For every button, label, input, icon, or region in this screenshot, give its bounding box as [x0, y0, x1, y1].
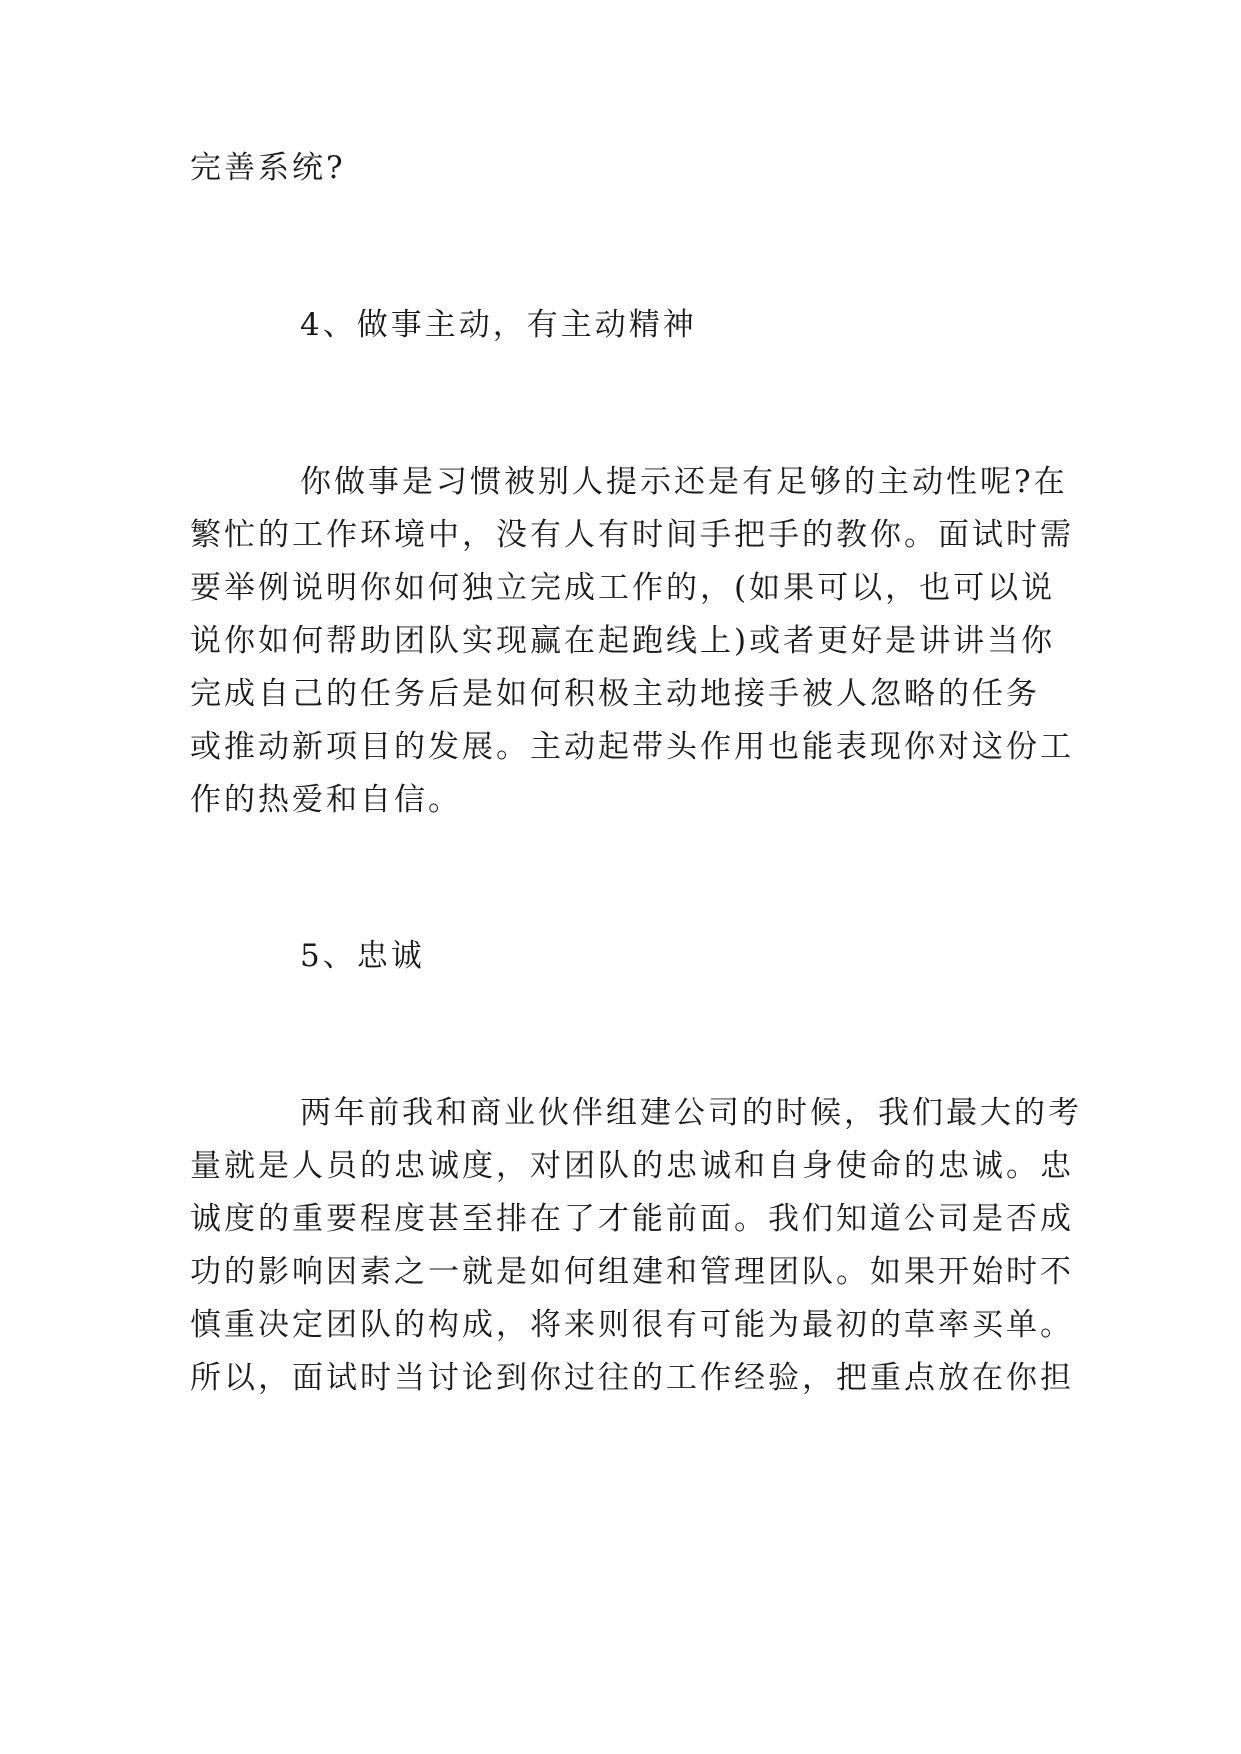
paragraph-line: 量就是人员的忠诚度，对团队的忠诚和自身使命的忠诚。忠	[190, 1148, 1074, 1184]
paragraph-line: 要举例说明你如何独立完成工作的，(如果可以，也可以说	[190, 570, 1056, 606]
paragraph-line: 慎重决定团队的构成，将来则很有可能为最初的草率买单。	[190, 1307, 1074, 1343]
paragraph-line: 诚度的重要程度甚至排在了才能前面。我们知道公司是否成	[190, 1201, 1074, 1237]
paragraph-line: 你做事是习惯被别人提示还是有足够的主动性呢?在	[300, 464, 1068, 500]
paragraph-line: 作的热爱和自信。	[190, 782, 462, 818]
section-5-heading: 5、忠诚	[300, 938, 425, 974]
section-4-heading: 4、做事主动，有主动精神	[300, 307, 697, 343]
paragraph-line: 所以，面试时当讨论到你过往的工作经验，把重点放在你担	[190, 1360, 1074, 1396]
paragraph-line: 繁忙的工作环境中，没有人有时间手把手的教你。面试时需	[190, 517, 1074, 553]
paragraph-line: 说你如何帮助团队实现赢在起跑线上)或者更好是讲讲当你	[190, 623, 1056, 659]
paragraph-line: 或推动新项目的发展。主动起带头作用也能表现你对这份工	[190, 729, 1074, 765]
paragraph-line: 功的影响因素之一就是如何组建和管理团队。如果开始时不	[190, 1254, 1074, 1290]
paragraph-line: 两年前我和商业伙伴组建公司的时候，我们最大的考	[300, 1095, 1082, 1131]
paragraph-fragment: 完善系统?	[190, 150, 346, 186]
paragraph-line: 完成自己的任务后是如何积极主动地接手被人忽略的任务	[190, 676, 1040, 712]
